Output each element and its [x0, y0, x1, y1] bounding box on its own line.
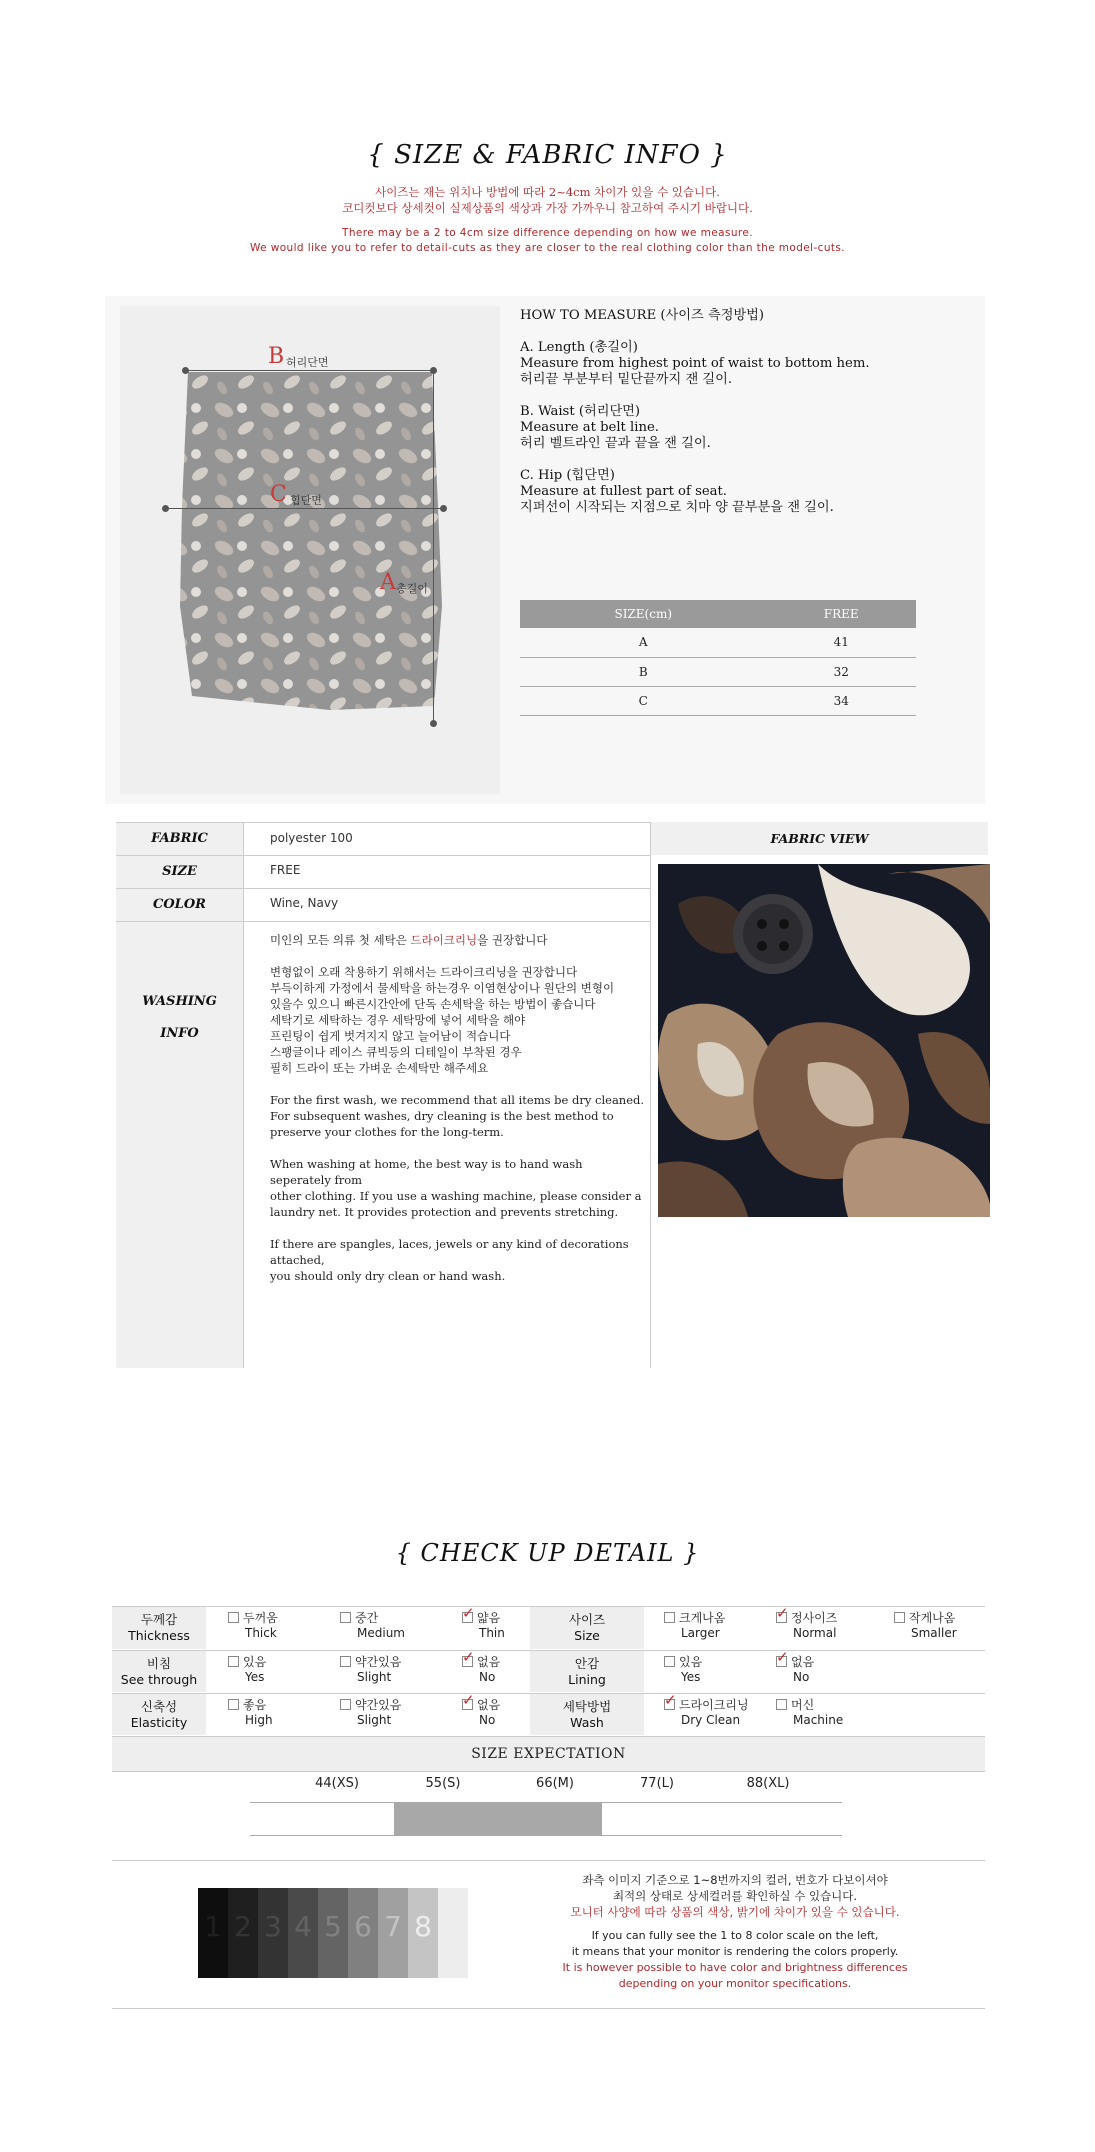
wash-en-line: other clothing. If you use a washing machine, please consider a: [270, 1189, 642, 1203]
lining-kr: 안감: [574, 1656, 600, 1671]
size-value: FREE: [270, 863, 301, 877]
color-scale-notice: [500, 1872, 970, 1992]
checkbox-icon[interactable]: [340, 1656, 351, 1667]
thickness-en: Thickness: [128, 1628, 190, 1643]
color-kr-2: 최적의 상태로 상세컬러를 확인하실 수 있습니다.: [612, 1889, 858, 1903]
fabric-view-image: [658, 864, 990, 1217]
row-value: 32: [767, 657, 917, 686]
a-kr: 허리끝 부분부터 밑단끝까지 잰 길이.: [520, 372, 733, 387]
thick-option[interactable]: 두꺼움 Thick: [228, 1611, 278, 1641]
c-title: C. Hip (힙단면): [520, 468, 615, 483]
seethrough-yes-option[interactable]: 있음 Yes: [228, 1655, 266, 1685]
checkup-title: { CHECK UP DETAIL }: [395, 1539, 700, 1567]
size-expectation-title: SIZE EXPECTATION: [112, 1737, 985, 1771]
wash-en-line: For subsequent washes, dry cleaning is the best method to: [270, 1109, 614, 1123]
seethrough-kr: 비침: [146, 1656, 172, 1671]
elasticity-high-option[interactable]: 좋음 High: [228, 1698, 273, 1728]
checkbox-icon[interactable]: [228, 1699, 239, 1710]
color-en-2: it means that your monitor is rendering the colors properly.: [571, 1945, 899, 1958]
checked-icon[interactable]: [462, 1612, 473, 1623]
size-label-4: 88(XL): [746, 1776, 790, 1791]
wash-en-line: For the first wash, we recommend that all items be dry cleaned.: [270, 1093, 645, 1107]
checkbox-icon[interactable]: [228, 1656, 239, 1667]
seethrough-en: See through: [120, 1672, 198, 1687]
size-table: [520, 600, 916, 716]
b-letter: B: [268, 344, 285, 369]
elasticity-en: Elasticity: [130, 1715, 188, 1730]
c-en: Measure at fullest part of seat.: [520, 484, 727, 499]
free-header: FREE: [767, 600, 917, 628]
table-row: [520, 657, 916, 686]
color-swatch: [438, 1888, 468, 1978]
c-letter: C: [270, 482, 287, 507]
a-title: A. Length (총길이): [520, 340, 638, 355]
info-label: INFO: [160, 1026, 199, 1041]
wash-kr-line: 프린팅이 쉽게 벗겨지지 않고 늘어남이 적습니다: [270, 1029, 511, 1043]
seethrough-slight-option[interactable]: 약간있음 Slight: [340, 1655, 401, 1685]
elasticity-no-option[interactable]: ✓없음 No: [462, 1698, 500, 1728]
row-label: C: [520, 686, 767, 715]
checked-icon[interactable]: [664, 1699, 675, 1710]
wash-en-line: you should only dry clean or hand wash.: [270, 1269, 506, 1283]
lining-no-option[interactable]: ✓없음 No: [776, 1655, 814, 1685]
seethrough-no-option[interactable]: ✓없음 No: [462, 1655, 500, 1685]
size-fabric-title: { SIZE & FABRIC INFO }: [367, 140, 728, 170]
lining-en: Lining: [568, 1672, 606, 1687]
b-title: B. Waist (허리단면): [520, 404, 641, 419]
a-letter: A: [380, 570, 396, 595]
size-check-label: [530, 1607, 644, 1649]
checked-icon[interactable]: [462, 1656, 473, 1667]
size-label-1: 55(S): [425, 1776, 461, 1791]
color-en-3: It is however possible to have color and brightness differences: [562, 1961, 908, 1974]
checkbox-icon[interactable]: [776, 1699, 787, 1710]
normal-option[interactable]: ✓정사이즈 Normal: [776, 1611, 837, 1641]
c-kr: 지퍼선이 시작되는 지점으로 치마 양 끝부분을 잰 길이.: [520, 500, 834, 515]
checked-icon[interactable]: [776, 1656, 787, 1667]
wash-kr-red: 드라이크리닝: [410, 933, 478, 947]
machine-option[interactable]: 머신 Machine: [776, 1698, 843, 1728]
b-kr: 허리 벨트라인 끝과 끝을 잰 길이.: [520, 436, 711, 451]
row-label: B: [520, 657, 767, 686]
size-header: SIZE(cm): [520, 600, 767, 628]
checked-icon[interactable]: [776, 1612, 787, 1623]
checkbox-icon[interactable]: [340, 1699, 351, 1710]
color-scale: [198, 1888, 470, 1983]
washing-info-text: [270, 932, 645, 1300]
checkbox-icon[interactable]: [894, 1612, 905, 1623]
skirt-diagram: [120, 306, 500, 794]
wash-kr-post: 을 권장합니다: [477, 933, 548, 947]
smaller-option[interactable]: 작게나옴 Smaller: [894, 1611, 957, 1641]
size-expectation-bar: [394, 1803, 602, 1835]
kr-notice-1: 사이즈는 재는 위치나 방법에 따라 2~4cm 차이가 있을 수 있습니다.: [375, 185, 720, 199]
wash-label: [530, 1694, 644, 1735]
lining-label: [530, 1651, 644, 1692]
a-en: Measure from highest point of waist to bottom hem.: [520, 356, 870, 371]
thin-option[interactable]: ✓얇음 Thin: [462, 1611, 505, 1641]
skirt-image: [120, 306, 500, 794]
wash-kr-pre: 미인의 모든 의류 첫 세탁은: [270, 933, 411, 947]
wash-kr-line: 필히 드라이 또는 가벼운 손세탁만 해주세요: [270, 1061, 489, 1075]
color-en-4: depending on your monitor specifications.: [618, 1977, 852, 1990]
elasticity-slight-option[interactable]: 약간있음 Slight: [340, 1698, 401, 1728]
row-value: 41: [767, 628, 917, 657]
wash-kr-line: 있을수 있으니 빠른시간안에 단독 손세탁을 하는 방법이 좋습니다: [270, 997, 596, 1011]
size-kr: 사이즈: [568, 1612, 606, 1627]
c-label: 힙단면: [290, 494, 322, 507]
en-notice-1: There may be a 2 to 4cm size difference depending on how we measure.: [342, 227, 753, 239]
fabric-view-label: FABRIC VIEW: [651, 822, 988, 855]
checkbox-icon[interactable]: [664, 1656, 675, 1667]
row-value: 34: [767, 686, 917, 715]
scale-digit-top: 3: [264, 1910, 282, 1943]
checkbox-icon[interactable]: [340, 1612, 351, 1623]
size-label-0: 44(XS): [315, 1776, 359, 1791]
wash-kr-line: 변형없이 오래 착용하기 위해서는 드라이크리닝을 권장합니다: [270, 965, 578, 979]
en-notice-2: We would like you to refer to detail-cuts as they are closer to the real clothing color than the model-cuts.: [249, 242, 846, 254]
checkbox-icon[interactable]: [664, 1612, 675, 1623]
how-title: HOW TO MEASURE (사이즈 측정방법): [520, 308, 765, 323]
a-label: 총길이: [396, 582, 428, 595]
row-label: A: [520, 628, 767, 657]
table-row: [520, 628, 916, 657]
dryclean-option[interactable]: ✓드라이크리닝 Dry Clean: [664, 1698, 749, 1728]
how-to-measure: [520, 308, 940, 532]
size-label-3: 77(L): [640, 1776, 674, 1791]
lining-yes-option[interactable]: 있음 Yes: [664, 1655, 702, 1685]
scale-digit-top: 2: [234, 1910, 252, 1943]
scale-digit-top: 5: [324, 1910, 342, 1943]
wash-en-line: When washing at home, the best way is to hand wash seperately from: [270, 1157, 583, 1187]
scale-digit-top: 8: [414, 1910, 432, 1943]
checked-icon[interactable]: [462, 1699, 473, 1710]
wash-kr: 세탁방법: [562, 1699, 612, 1714]
size-label: SIZE: [162, 864, 197, 879]
seethrough-label: [112, 1651, 206, 1692]
thickness-kr: 두께감: [140, 1612, 178, 1627]
wash-kr-line: 스팽글이나 레이스 큐빅등의 디테일이 부착된 경우: [270, 1045, 522, 1059]
size-en: Size: [574, 1628, 600, 1643]
color-value: Wine, Navy: [270, 896, 339, 910]
wash-kr-line: 세탁기로 세탁하는 경우 세탁망에 넣어 세탁을 해야: [270, 1013, 526, 1027]
wash-en-line: laundry net. It provides protection and prevents stretching.: [270, 1205, 619, 1219]
color-kr-3: 모니터 사양에 따라 상품의 색상, 밝기에 차이가 있을 수 있습니다.: [570, 1905, 900, 1919]
kr-notice-2: 코디컷보다 상세컷이 실제상품의 색상과 가장 가까우니 참고하여 주시기 바랍니다.: [342, 201, 753, 215]
wash-kr-line: 부득이하게 가정에서 물세탁을 하는경우 이염현상이나 원단의 변형이: [270, 981, 615, 995]
wash-en-line: preserve your clothes for the long-term.: [270, 1125, 504, 1139]
fabric-label: FABRIC: [151, 831, 208, 846]
scale-digit-top: 1: [204, 1910, 222, 1943]
size-expectation-track: [250, 1803, 842, 1835]
color-label: COLOR: [153, 897, 206, 912]
wash-en-line: If there are spangles, laces, jewels or any kind of decorations attached,: [270, 1237, 629, 1267]
washing-label: WASHING: [142, 994, 217, 1009]
thickness-label: [112, 1607, 206, 1649]
larger-option[interactable]: 크게나옴 Larger: [664, 1611, 725, 1641]
scale-digit-top: 4: [294, 1910, 312, 1943]
b-en: Measure at belt line.: [520, 420, 659, 435]
scale-digit-top: 7: [384, 1910, 402, 1943]
size-expectation-labels: [0, 1776, 1095, 1800]
medium-option[interactable]: 중간 Medium: [340, 1611, 405, 1641]
elasticity-kr: 신축성: [140, 1699, 178, 1714]
scale-digit-top: 6: [354, 1910, 372, 1943]
table-row: [520, 686, 916, 715]
checkbox-icon[interactable]: [228, 1612, 239, 1623]
color-kr-1: 좌측 이미지 기준으로 1~8번까지의 컬러, 번호가 다보이셔야: [582, 1873, 888, 1887]
color-en-1: If you can fully see the 1 to 8 color scale on the left,: [591, 1929, 879, 1942]
fabric-value: polyester 100: [270, 831, 353, 845]
b-label: 허리단면: [286, 356, 329, 369]
wash-en: Wash: [570, 1715, 604, 1730]
size-label-2: 66(M): [536, 1776, 574, 1791]
elasticity-label: [112, 1694, 206, 1735]
